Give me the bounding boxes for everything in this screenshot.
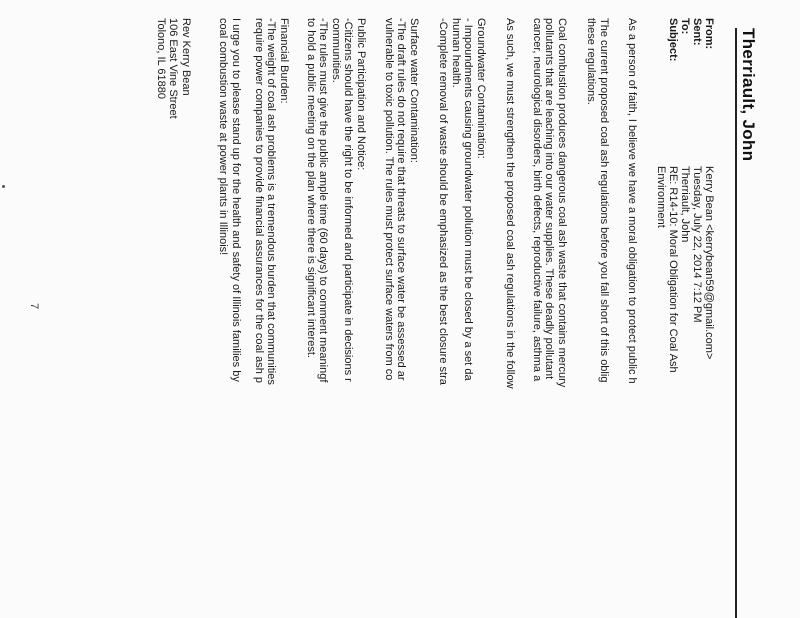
document-heading: Therriault, John bbox=[739, 28, 758, 162]
paragraph-line: I urge you to please stand up for the health and safety of Illinois families by bbox=[230, 18, 242, 382]
section-title: Financial Burden: bbox=[278, 18, 290, 104]
from-value: Kerry Bean <kerrybean59@gmail.com> bbox=[703, 166, 715, 360]
sent-label: Sent: bbox=[691, 18, 703, 46]
paragraph-line: communities. bbox=[330, 18, 342, 83]
paragraph-line: -The weight of coal ash problems is a tremendous burden that communities bbox=[265, 18, 278, 385]
paragraph-faith bbox=[626, 18, 639, 618]
paragraph-coal-combustion bbox=[531, 18, 569, 618]
signature-name: Rev Kerry Bean bbox=[180, 18, 192, 96]
section-title: Surface water Contamination: bbox=[408, 18, 420, 163]
paragraph-line: pollutants that are leaching into our water supplies. These deadly pollutant bbox=[543, 18, 556, 380]
signature-street: 106 East Vine Street bbox=[167, 18, 180, 119]
section-surface-water bbox=[383, 18, 421, 618]
paragraph-line: human health. bbox=[450, 18, 462, 88]
from-label: From: bbox=[703, 18, 715, 50]
paragraph-line: -Complete removal of waste should be emphasized as the best closure stra bbox=[437, 18, 450, 385]
paragraph-line: -Citizens should have the right to be informed and participate in decisions r bbox=[342, 18, 355, 382]
paragraph-line: vulnerable to toxic pollution. The rules must protect surface waters from co bbox=[383, 18, 395, 381]
paragraph-line: As such, we must strengthen the proposed coal ash regulations in the follow bbox=[504, 18, 516, 389]
sent-value: Tuesday, July 22, 2014 7:12 PM bbox=[691, 166, 703, 323]
subject-label: Subject: bbox=[667, 18, 679, 62]
paragraph-line: -The rules must give the public ample time (60 days) to comment meaningf bbox=[317, 18, 330, 383]
paragraph-strengthen bbox=[504, 18, 517, 618]
signature-block bbox=[155, 18, 193, 618]
paragraph-line: to hold a public meeting on the plan where there is significant interest. bbox=[305, 18, 317, 358]
section-groundwater bbox=[437, 18, 487, 618]
paragraph-line: these regulations. bbox=[585, 18, 598, 105]
signature-city: Tolono, IL 61880 bbox=[155, 18, 167, 99]
paragraph-line: The current proposed coal ash regulations before you fall short of this oblig bbox=[598, 18, 610, 383]
paragraph-line: -The draft rules do not require that threats to surface water be assessed ar bbox=[395, 18, 408, 381]
paragraph-urge bbox=[217, 18, 242, 618]
paragraph-line: require power companies to provide financial assurances for the coal ash p bbox=[253, 18, 265, 384]
heading-rule bbox=[735, 28, 737, 618]
to-value: Therriault, John bbox=[679, 166, 691, 243]
scan-speck bbox=[2, 185, 5, 188]
to-label: To: bbox=[679, 18, 691, 35]
paragraph-line: cancer, neurological disorders, birth defects, reproductive failure, asthma a bbox=[531, 18, 543, 382]
subject-continuation: Environment bbox=[655, 166, 667, 228]
section-title: Public Participation and Notice: bbox=[355, 18, 367, 171]
paragraph-line: As a person of faith, I believe we have a moral obligation to protect public h bbox=[626, 18, 638, 384]
paragraph-current-regulations bbox=[585, 18, 610, 618]
paragraph-line: coal combustion waste at power plants in Illinois! bbox=[217, 18, 230, 256]
section-title: Groundwater Contamination: bbox=[475, 18, 487, 159]
page-number: 7 bbox=[28, 303, 40, 310]
paragraph-line: Coal combustion produces dangerous coal ash waste that contains mercury bbox=[556, 18, 568, 388]
section-public-participation bbox=[305, 18, 368, 618]
paragraph-line: - Impoundments causing groundwater pollution must be closed by a set da bbox=[462, 18, 475, 381]
subject-value: RE: R14-10: Moral Obligation for Coal Ash bbox=[667, 166, 679, 373]
section-financial-burden bbox=[253, 18, 291, 618]
